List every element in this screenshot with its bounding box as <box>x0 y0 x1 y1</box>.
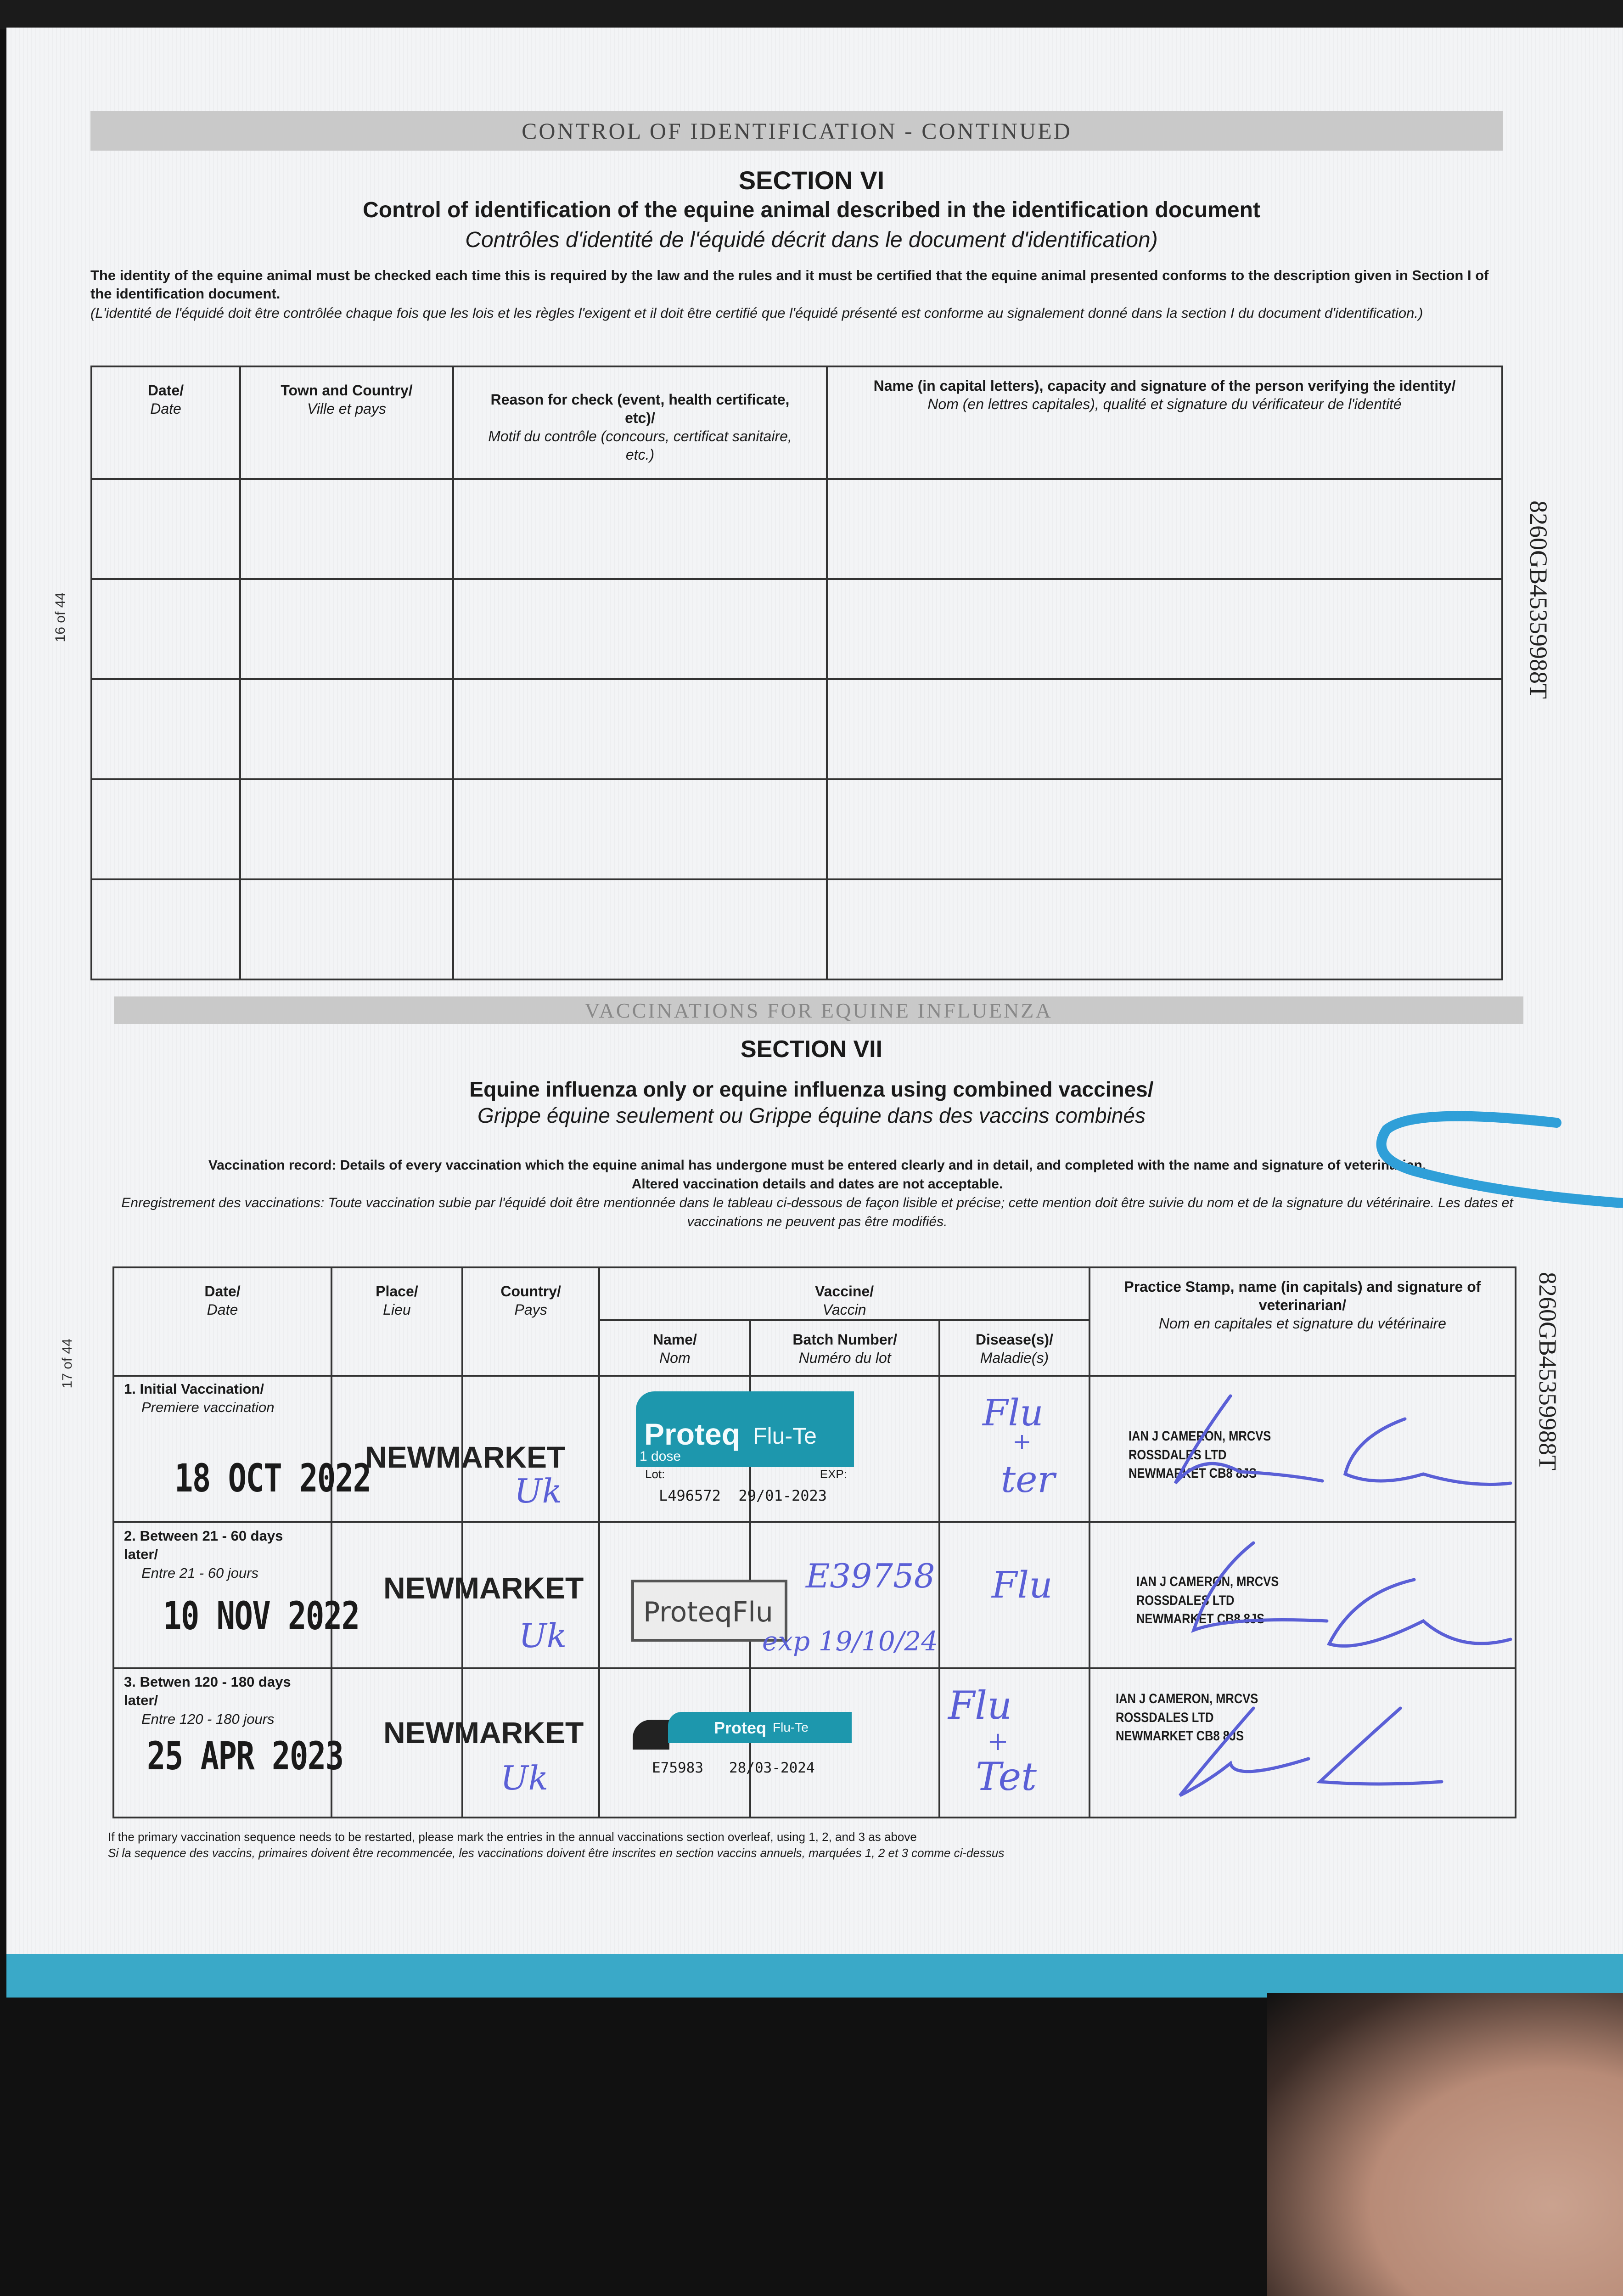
footnote-fr: Si la sequence des vaccins, primaires doivent être recommencée, les vaccinations doivent être inscrites en section vaccins annuels, marquées 1, 2 et 3 comme ci-dessus <box>108 1846 1005 1860</box>
header-country: Country/ Pays <box>462 1267 600 1376</box>
row-2-batch: E39758 <box>806 1557 935 1595</box>
paperclip-icon <box>1359 1097 1623 1208</box>
page-number: 16 of 44 <box>53 592 68 642</box>
passport-id-vertical: 8260GB45359988T <box>1534 1272 1561 1470</box>
header-place: Place/ Lieu <box>331 1267 462 1376</box>
section-heading: SECTION VII <box>740 1036 883 1063</box>
row-3-vaccine-label: Proteq Flu-Te <box>668 1712 852 1743</box>
row-2-label: 2. Between 21 - 60 days later/ Entre 21 - 60 jours <box>124 1528 283 1581</box>
row-3-disease-plus: + <box>987 1727 1009 1756</box>
section-title-fr: Grippe équine seulement ou Grippe équine dans des vaccins combinés <box>477 1103 1146 1127</box>
row-3-label: 3. Betwen 120 - 180 days later/ Entre 120 - 180 jours <box>124 1674 291 1727</box>
row-3-date-stamp: 25 APR 2023 <box>147 1733 343 1778</box>
header-town: Town and Country/ Ville et pays <box>240 366 453 479</box>
signature-row-3 <box>1180 1708 1442 1795</box>
book-cover-edge <box>6 1954 1623 1998</box>
row-1-disease-plus: + <box>1012 1428 1032 1455</box>
section-title-en: Control of identification of the equine animal described in the identification document <box>363 198 1260 222</box>
row-2-disease: Flu <box>992 1564 1053 1606</box>
row-1-place-stamp: NEWMARKET <box>365 1440 566 1474</box>
row-1-date-stamp: 18 OCT 2022 <box>174 1456 371 1501</box>
row-1-disease: Flu <box>983 1391 1044 1434</box>
row-3-place-stamp: NEWMARKET <box>383 1716 584 1750</box>
header-date: Date/ Date <box>113 1267 331 1376</box>
section-title-en: Equine influenza only or equine influenza using combined vaccines/ <box>469 1077 1154 1101</box>
row-1-disease-2: ter <box>1001 1458 1055 1501</box>
header-reason: Reason for check (event, health certificate, etc)/ Motif du contrôle (concours, certificat sanitaire, etc.) <box>453 366 827 479</box>
row-1-vet-stamp: IAN J CAMERON, MRCVS ROSSDALES LTD NEWMARKET CB8 8JS <box>1129 1429 1271 1481</box>
row-2-vet-stamp: IAN J CAMERON, MRCVS ROSSDALES LTD NEWMARKET CB8 8JS <box>1136 1574 1279 1626</box>
signature-row-1 <box>1175 1396 1511 1485</box>
hand-holding-passport <box>1267 1993 1623 2296</box>
row-3-vet-stamp: IAN J CAMERON, MRCVS ROSSDALES LTD NEWMARKET CB8 8JS <box>1116 1691 1258 1744</box>
header-vaccine-name: Name/ Nom <box>599 1320 750 1376</box>
signature-row-2 <box>1194 1543 1511 1646</box>
row-2-expiry: exp 19/10/24 <box>762 1626 938 1657</box>
row-2-place-stamp: NEWMARKET <box>383 1571 584 1605</box>
row-1-country: Uk <box>514 1472 562 1510</box>
header-verifier: Name (in capital letters), capacity and signature of the person verifying the identity/ Nom (en lettres capitales), qualité et signature du vérificateur de l'identité <box>827 366 1502 479</box>
intro-en: The identity of the equine animal must be checked each time this is required by the law and the rules and it must be certified that the equine animal presented conforms to the description given in Section I of the identification document. <box>90 267 1489 302</box>
section-title-fr: Contrôles d'identité de l'équidé décrit dans le document d'identification) <box>465 228 1158 252</box>
row-3-country: Uk <box>500 1759 549 1797</box>
row-2-country: Uk <box>519 1616 567 1655</box>
banner-text: VACCINATIONS FOR EQUINE INFLUENZA <box>584 998 1053 1022</box>
header-date: Date/ Date <box>91 366 240 479</box>
footnote-en: If the primary vaccination sequence needs to be restarted, please mark the entries in the annual vaccinations section overleaf, using 1, 2, and 3 as above <box>108 1830 917 1844</box>
header-disease: Disease(s)/ Maladie(s) <box>939 1320 1089 1376</box>
row-1-lot-exp: Lot: EXP: L496572 29/01-2023 <box>645 1467 847 1504</box>
row-3-lot-exp: E75983 28/03-2024 <box>652 1760 815 1776</box>
row-3-disease: Flu <box>948 1683 1012 1728</box>
row-1-label: 1. Initial Vaccination/ Premiere vaccination <box>124 1381 275 1416</box>
header-vaccine: Vaccine/ Vaccin <box>599 1267 1089 1320</box>
row-2-vaccine-stamp: ProteqFlu <box>631 1580 787 1642</box>
header-vet: Practice Stamp, name (in capitals) and signature of veterinarian/ Nom en capitales et signature du vétérinaire <box>1089 1267 1516 1376</box>
passport-id-vertical: 8260GB45359988T <box>1525 501 1552 699</box>
intro-en: Vaccination record: Details of every vaccination which the equine animal has undergone must be entered clearly and in detail, and completed with the name and signature of veterinarian. Altered vaccination details and dates are not acceptable. <box>208 1158 1426 1192</box>
header-batch: Batch Number/ Numéro du lot <box>750 1320 939 1376</box>
intro-fr: Enregistrement des vaccinations: Toute vaccination subie par l'équidé doit être mentionnée dans le tableau ci-dessous de façon lisible et précise; cette mention doit être suivie du nom et de la signature du vétérinaire. Les dates et vaccinations ne peuvent pas être modifiés. <box>121 1195 1513 1229</box>
row-1-vaccine-label: Proteq Flu-Te 1 dose <box>636 1391 854 1467</box>
row-3-disease-2: Tet <box>976 1754 1037 1799</box>
page-number: 17 of 44 <box>60 1339 75 1389</box>
section-heading: SECTION VI <box>738 166 885 195</box>
intro-fr: (L'identité de l'équidé doit être contrôlée chaque fois que les lois et les règles l'exigent et il doit être certifié que l'équidé présenté est conforme au signalement donné dans la section I du document d'identification.) <box>90 305 1423 321</box>
row-2-date-stamp: 10 NOV 2022 <box>163 1593 359 1638</box>
banner-text: CONTROL OF IDENTIFICATION - CONTINUED <box>522 118 1072 144</box>
